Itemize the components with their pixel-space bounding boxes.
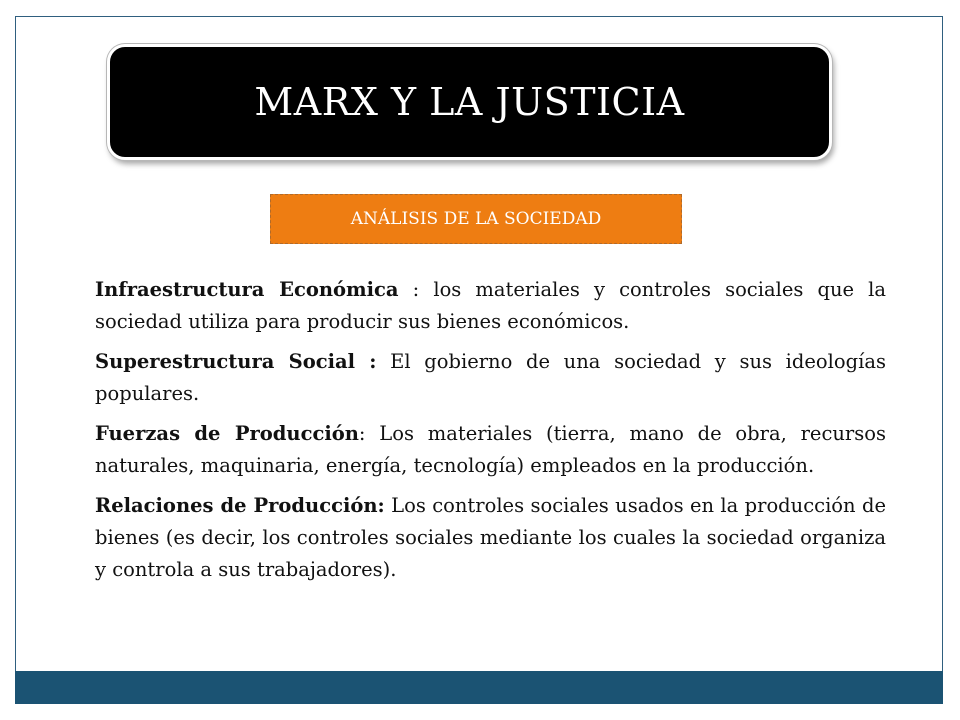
term-label: Relaciones de Producción: <box>95 494 385 517</box>
term-definition: : los materiales y controles sociales que la sociedad utiliza para producir sus bienes económicos. <box>95 278 887 333</box>
subtitle-box <box>270 194 682 244</box>
slide-title: MARX Y LA JUSTICIA <box>254 80 685 124</box>
term-label: Infraestructura Económica <box>95 278 399 301</box>
slide-subtitle: ANÁLISIS DE LA SOCIEDAD <box>350 209 602 229</box>
paragraph-superestructura <box>95 346 886 410</box>
term-definition: El gobierno de una sociedad y sus ideologías populares. <box>95 350 886 405</box>
term-label: Fuerzas de Producción <box>95 422 359 445</box>
paragraph-infraestructura <box>95 274 886 338</box>
bottom-bar <box>15 671 943 704</box>
term-definition: Los controles sociales usados en la producción de bienes (es decir, los controles sociales mediante los cuales la sociedad organiza y controla a sus trabajadores). <box>95 494 886 581</box>
term-label: Superestructura Social : <box>95 350 377 373</box>
paragraph-relaciones <box>95 490 886 586</box>
term-definition: : Los materiales (tierra, mano de obra, recursos naturales, maquinaria, energía, tecnología) empleados en la producción. <box>95 422 886 477</box>
body-text <box>95 274 886 594</box>
paragraph-fuerzas <box>95 418 886 482</box>
title-box <box>107 44 832 160</box>
